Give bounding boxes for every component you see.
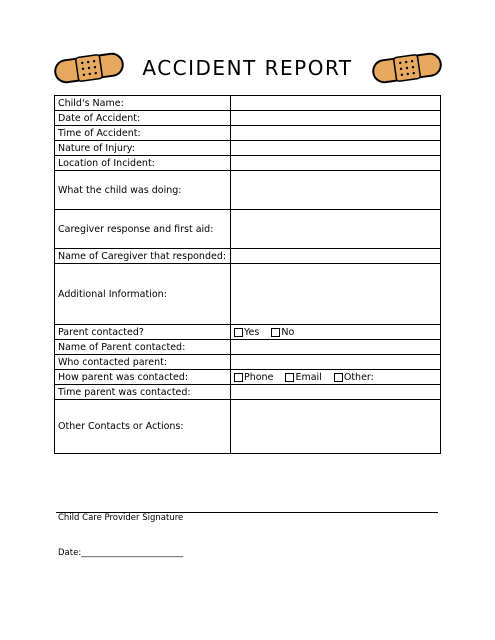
yes-checkbox[interactable] (234, 328, 243, 337)
field-label: Name of Caregiver that responded: (55, 249, 231, 264)
signature-label: Child Care Provider Signature (58, 513, 184, 523)
accident-report-form (54, 95, 441, 454)
field-label: Additional Information: (55, 264, 231, 325)
form-row-caregiver-response (55, 210, 441, 249)
field-label: Caregiver response and first aid: (55, 210, 231, 249)
phone-option-label: Phone (244, 371, 274, 383)
location-of-incident-field[interactable] (231, 156, 441, 171)
field-label: Child's Name: (55, 96, 231, 111)
field-label: What the child was doing: (55, 171, 231, 210)
form-row-parent-contacted (55, 325, 441, 340)
form-row-nature-of-injury (55, 141, 441, 156)
child-activity-field[interactable] (231, 171, 441, 210)
field-label: Who contacted parent: (55, 355, 231, 370)
form-row-contact-method (55, 370, 441, 385)
caregiver-response-field[interactable] (231, 210, 441, 249)
bandage-icon (370, 48, 444, 88)
email-checkbox[interactable] (285, 373, 294, 382)
nature-of-injury-field[interactable] (231, 141, 441, 156)
form-row-time-parent-contacted (55, 385, 441, 400)
form-row-other-contacts (55, 400, 441, 454)
field-label: Time parent was contacted: (55, 385, 231, 400)
no-checkbox[interactable] (271, 328, 280, 337)
field-label: Time of Accident: (55, 126, 231, 141)
time-parent-contacted-field[interactable] (231, 385, 441, 400)
email-option-label: Email (295, 371, 322, 383)
field-label: How parent was contacted: (55, 370, 231, 385)
field-label: Name of Parent contacted: (55, 340, 231, 355)
field-label: Location of Incident: (55, 156, 231, 171)
no-option-label: No (281, 326, 295, 338)
yes-option-label: Yes (244, 326, 260, 338)
form-row-time-of-accident (55, 126, 441, 141)
form-row-date-of-accident (55, 111, 441, 126)
field-label: Parent contacted? (55, 325, 231, 340)
form-row-parent-name (55, 340, 441, 355)
page-title: ACCIDENT REPORT (142, 56, 353, 80)
form-row-child-name (55, 96, 441, 111)
other-checkbox[interactable] (334, 373, 343, 382)
caregiver-name-field[interactable] (231, 249, 441, 264)
field-label: Date of Accident: (55, 111, 231, 126)
parent-contacted-options (231, 325, 441, 340)
parent-name-field[interactable] (231, 340, 441, 355)
other-contacts-field[interactable] (231, 400, 441, 454)
phone-checkbox[interactable] (234, 373, 243, 382)
other-option-label: Other: (343, 371, 374, 383)
form-row-location-of-incident (55, 156, 441, 171)
additional-information-field[interactable] (231, 264, 441, 325)
date-line[interactable]: Date:________________________ (58, 548, 184, 558)
who-contacted-parent-field[interactable] (231, 355, 441, 370)
field-label: Other Contacts or Actions: (55, 400, 231, 454)
contact-method-options (231, 370, 441, 385)
form-row-caregiver-name (55, 249, 441, 264)
time-of-accident-field[interactable] (231, 126, 441, 141)
child-name-field[interactable] (231, 96, 441, 111)
form-row-who-contacted-parent (55, 355, 441, 370)
field-label: Nature of Injury: (55, 141, 231, 156)
form-row-child-activity (55, 171, 441, 210)
date-of-accident-field[interactable] (231, 111, 441, 126)
form-row-additional-information (55, 264, 441, 325)
